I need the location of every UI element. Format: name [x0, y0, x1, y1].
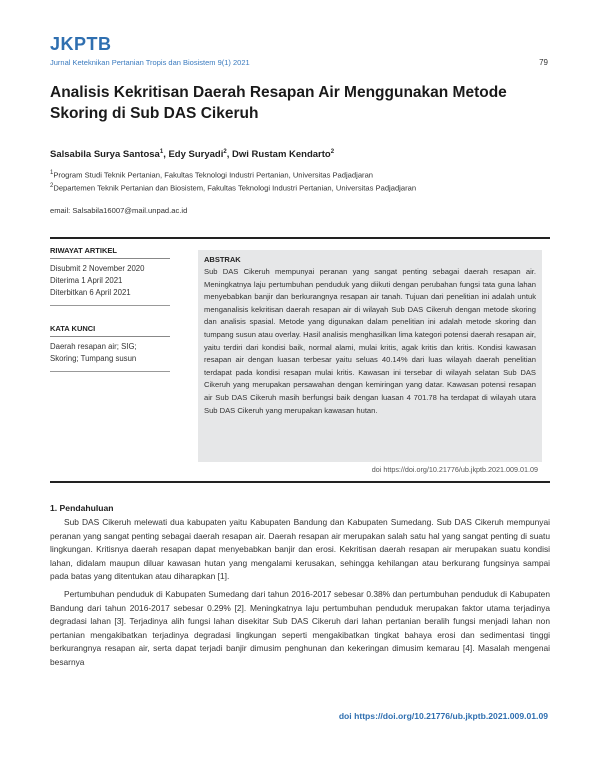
- keywords-line: Daerah resapan air; SIG;: [50, 342, 137, 351]
- corresponding-email[interactable]: email: Salsabila16007@mail.unpad.ac.id: [50, 206, 188, 215]
- author-name: Edy Suryadi: [168, 149, 224, 161]
- author-name: Salsabila Surya Santosa: [50, 149, 160, 161]
- author-affiliation-mark: 1: [159, 149, 164, 155]
- paragraph: Sub DAS Cikeruh melewati dua kabupaten yaitu Kabupaten Bandung dan Kabupaten Sumedang. Sub DAS Cikeruh mempunyai peranan yang sangat penting sebagai daerah resapan air. Daerah resapan air merupakan salah satu hal yang sangat penting di suatu lingkungan. Kritisnya daerah resapan dapat menyebabkan banjir dan erosi. Kekritisan daerah resapan air merupakan suatu kondisi lahan, didalam maupun diluar kawasan hutan yang mengalami kerusakan, sehingga kehilangan atau berkurang fungsinya sampai pada batas yang ditentukan atau diharapkan [1].: [50, 517, 550, 582]
- journal-name: Jurnal Keteknikan Pertanian Tropis dan Biosistem 9(1) 2021: [50, 58, 250, 67]
- author-affiliation-mark: 2: [330, 149, 335, 155]
- author-name: Dwi Rustam Kendarto: [232, 149, 331, 161]
- divider: [50, 371, 170, 372]
- footer-doi-link[interactable]: doi https://doi.org/10.21776/ub.jkptb.2021.009.01.09: [338, 711, 548, 721]
- keywords-line: Skoring; Tumpang susun: [50, 354, 137, 363]
- abstract-heading: ABSTRAK: [204, 255, 241, 264]
- divider: [50, 305, 170, 306]
- abstract-text: Sub DAS Cikeruh mempunyai peranan yang sangat penting sebagai daerah resapan air. Meningkatnya laju pertumbuhan penduduk yang diikuti dengan perubahan fungsi tata guna lahan menyebabkan banjir dan berkurangnya resapan air tanah. Tujuan dari penelitian ini adalah untuk menganalisis kekritisan daerah resapan air di wilayah Sub DAS Cikeruh dengan metode skoring dan analisis spasial. Metode yang digunakan dalam penelitian ini adalah metode skoring dan tumpang susun atau overlay. Hasil analisis menghasilkan lima kategori potensi daerah resapan air, yaitu terdiri dari kondisi baik, normal alami, mulai kritis, agak kritis dan kritis. Kondisi kawasan resapan air dengan luasan terbesar yaitu seluas 40.14% dari luas wilayah daerah penelitian terdapat pada kondisi resapan mulai kritis. Kawasan ini tersebar di wilayah selatan Sub DAS Cikeruh yang merupakan persawahan dengan kemiringan yang datar. Kawasan potensi resapan air Sub DAS Cikeruh masih berfungsi baik dengan luasan 4 701.78 ha terdapat di wilayah utara Sub DAS Cikeruh yang merupakan kawasan hutan.: [204, 267, 536, 415]
- keywords: [50, 324, 170, 372]
- submitted-date: Disubmit 2 November 2020: [50, 264, 145, 273]
- journal-code: JKPTB: [50, 34, 112, 54]
- published-date: Diterbitkan 6 April 2021: [50, 288, 131, 297]
- body-text: [50, 516, 550, 674]
- article-info-column: [50, 246, 170, 372]
- abstract-doi-link[interactable]: doi https://doi.org/10.21776/ub.jkptb.2021.009.01.09: [371, 465, 538, 474]
- abstract-box: [198, 250, 542, 462]
- author-list: Salsabila Surya Santosa$^1$, Edy Suryadi$^2$, Dwi Rustam Kendarto$^2$: [50, 149, 335, 161]
- affiliation: $^1$Program Studi Teknik Pertanian, Fakultas Teknologi Industri Pertanian, Universitas Padjadjaran: [50, 170, 374, 180]
- article-history: [50, 246, 170, 306]
- section-heading: 1. Pendahuluan: [50, 503, 114, 513]
- page-number: 79: [539, 58, 548, 67]
- divider: [50, 237, 550, 239]
- article-title: Analisis Kekritisan Daerah Resapan Air Menggunakan Metode Skoring di Sub DAS Cikeruh: [50, 84, 507, 122]
- keywords-label: KATA KUNCI: [50, 324, 170, 337]
- author-affiliation-mark: 2: [223, 149, 227, 155]
- divider: [50, 481, 550, 483]
- accepted-date: Diterima 1 April 2021: [50, 276, 123, 285]
- affiliation: $^2$Departemen Teknik Pertanian dan Biosistem, Fakultas Teknologi Industri Pertanian, Universitas Padjadjaran: [50, 183, 417, 193]
- article-history-label: RIWAYAT ARTIKEL: [50, 246, 170, 259]
- paragraph: Pertumbuhan penduduk di Kabupaten Sumedang dari tahun 2016-2017 sebesar 0.38% dan pertumbuhan penduduk di Kabupaten Bandung dari tahun 2016-2017 sebesar 0.29% [2]. Meningkatnya laju pertumbuhan penduduk merupakan faktor utama terjadinya degradasi lahan [3]. Terjadinya alih fungsi lahan disekitar Sub DAS Cikeruh dari lahan pertanian beralih fungsi menjadi lahan non pertanian mengakibatkan terjadinya degradasi lingkungan seperti mengakibatkan tingkat bahaya erosi dan sedimentasi tinggi berkurangnya resapan air, serta dapat terjadi banjir dimusim penghunan dan kekeringan dimusim kemarau [4]. Masalah mengenai besarnya: [50, 588, 550, 667]
